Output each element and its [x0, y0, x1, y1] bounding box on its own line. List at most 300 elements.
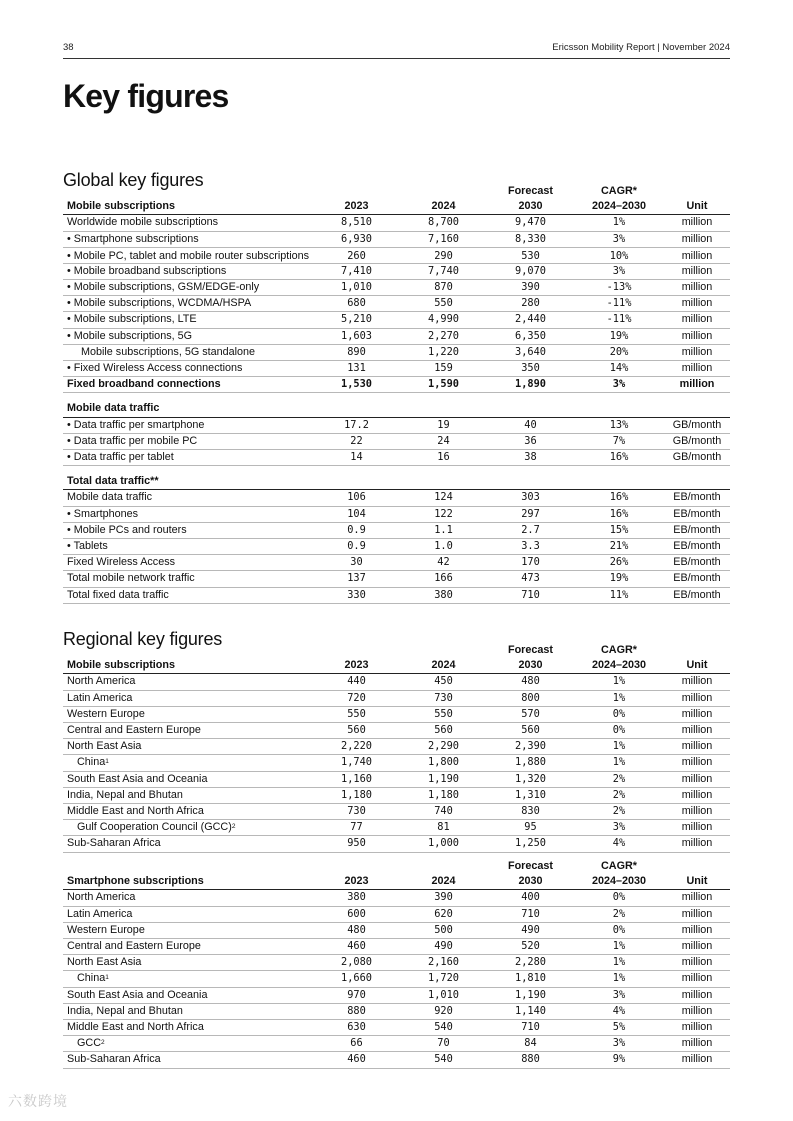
value-2024: 1,800	[400, 755, 487, 771]
value-cagr: 3%	[574, 1036, 664, 1052]
value-2024: 19	[400, 417, 487, 433]
value-2024: 1,220	[400, 344, 487, 360]
row-label	[63, 955, 313, 971]
global-subscriptions-body	[63, 215, 730, 393]
value-cagr: 20%	[574, 344, 664, 360]
value-2024: 70	[400, 1036, 487, 1052]
regional-smartphone-body	[63, 890, 730, 1068]
row-label	[63, 1052, 313, 1068]
row-label	[63, 674, 313, 690]
value-cagr: 10%	[574, 247, 664, 263]
value-unit: GB/month	[664, 433, 730, 449]
column-header-2024: 2024	[400, 643, 487, 674]
value-2030-forecast: 400	[487, 890, 574, 906]
regional-mobile-body	[63, 674, 730, 852]
value-cagr: 14%	[574, 361, 664, 377]
value-2024: 1.0	[400, 539, 487, 555]
row-label	[63, 296, 313, 312]
cagr-label: CAGR*	[601, 644, 637, 656]
row-label	[63, 723, 313, 739]
row-label	[63, 922, 313, 938]
value-2023: 680	[313, 296, 400, 312]
row-label-text: Western Europe	[67, 707, 145, 720]
row-label-text: China	[77, 972, 106, 985]
table-row	[63, 890, 730, 906]
value-cagr: 3%	[574, 263, 664, 279]
value-2030-forecast: 830	[487, 804, 574, 820]
table-row	[63, 1020, 730, 1036]
value-2024: 550	[400, 296, 487, 312]
value-2023: 1,603	[313, 328, 400, 344]
row-label	[63, 1036, 313, 1052]
footnote-marker: 2	[231, 823, 236, 831]
value-2030-forecast: 480	[487, 674, 574, 690]
value-2024: 740	[400, 804, 487, 820]
year-2030-label: 2030	[518, 659, 543, 672]
value-2024: 1,190	[400, 771, 487, 787]
value-cagr: -11%	[574, 312, 664, 328]
row-label-text: India, Nepal and Bhutan	[67, 788, 183, 801]
value-cagr: 1%	[574, 755, 664, 771]
row-label	[63, 328, 313, 344]
value-cagr: 1%	[574, 215, 664, 231]
value-2030-forecast: 36	[487, 433, 574, 449]
value-2023: 480	[313, 922, 400, 938]
value-unit: million	[664, 771, 730, 787]
cagr-period-label: 2024–2030	[591, 200, 647, 213]
table-row	[63, 906, 730, 922]
footnote-marker: 1	[105, 758, 109, 766]
value-2030-forecast: 530	[487, 247, 574, 263]
row-label-text: Western Europe	[67, 923, 145, 936]
row-label	[63, 555, 313, 571]
value-2024: 500	[400, 922, 487, 938]
value-2024: 124	[400, 490, 487, 506]
value-unit: million	[664, 296, 730, 312]
row-label-text: GCC	[77, 1037, 101, 1050]
value-cagr: 13%	[574, 417, 664, 433]
value-2024: 620	[400, 906, 487, 922]
value-2024: 540	[400, 1052, 487, 1068]
value-2030-forecast: 280	[487, 296, 574, 312]
row-label-text: • Mobile broadband subscriptions	[67, 264, 227, 277]
value-2023: 66	[313, 1036, 400, 1052]
value-2023: 550	[313, 706, 400, 722]
value-cagr: 19%	[574, 328, 664, 344]
value-2030-forecast: 84	[487, 1036, 574, 1052]
row-label	[63, 690, 313, 706]
row-label	[63, 804, 313, 820]
row-label	[63, 571, 313, 587]
value-unit: million	[664, 804, 730, 820]
mobile-data-traffic-heading: Mobile data traffic	[63, 393, 730, 417]
value-2030-forecast: 9,470	[487, 215, 574, 231]
global-section-title: Global key figures	[63, 170, 204, 190]
value-unit: million	[664, 263, 730, 279]
value-2030-forecast: 1,320	[487, 771, 574, 787]
value-unit: million	[664, 690, 730, 706]
value-cagr: 2%	[574, 804, 664, 820]
value-cagr: 16%	[574, 490, 664, 506]
value-2030-forecast: 570	[487, 706, 574, 722]
value-unit: EB/month	[664, 571, 730, 587]
row-label	[63, 987, 313, 1003]
value-2023: 2,220	[313, 739, 400, 755]
row-label-text: India, Nepal and Bhutan	[67, 1004, 183, 1017]
value-2030-forecast: 710	[487, 906, 574, 922]
row-label	[63, 1020, 313, 1036]
row-label-text: Mobile data traffic	[67, 491, 153, 504]
value-2024: 7,160	[400, 231, 487, 247]
value-2030-forecast: 9,070	[487, 263, 574, 279]
value-unit: million	[664, 955, 730, 971]
row-label	[63, 771, 313, 787]
cagr-label: CAGR*	[601, 185, 637, 197]
row-label-text: North East Asia	[67, 956, 142, 969]
row-label	[63, 787, 313, 803]
row-label-text: Sub-Saharan Africa	[67, 837, 161, 850]
value-2023: 7,410	[313, 263, 400, 279]
row-label	[63, 522, 313, 538]
table-row	[63, 490, 730, 506]
value-2030-forecast: 490	[487, 922, 574, 938]
value-unit: EB/month	[664, 506, 730, 522]
value-2023: 950	[313, 836, 400, 852]
row-label-text: Latin America	[67, 907, 133, 920]
column-header-2030	[487, 643, 574, 674]
value-2024: 390	[400, 890, 487, 906]
value-cagr: 3%	[574, 377, 664, 393]
value-unit: million	[664, 939, 730, 955]
value-2023: 330	[313, 587, 400, 603]
value-2024: 24	[400, 433, 487, 449]
value-cagr: 0%	[574, 723, 664, 739]
table-row	[63, 820, 730, 836]
row-label	[63, 971, 313, 987]
value-cagr: -13%	[574, 280, 664, 296]
row-label-text: Central and Eastern Europe	[67, 724, 201, 737]
column-header-label: Smartphone subscriptions	[63, 859, 313, 890]
table-row	[63, 215, 730, 231]
value-2030-forecast: 3,640	[487, 344, 574, 360]
value-2023: 380	[313, 890, 400, 906]
row-label	[63, 755, 313, 771]
value-2023: 720	[313, 690, 400, 706]
value-2024: 1,720	[400, 971, 487, 987]
row-label	[63, 263, 313, 279]
value-unit: million	[664, 1020, 730, 1036]
row-label-text: • Mobile subscriptions, GSM/EDGE-only	[67, 281, 260, 294]
value-2030-forecast: 38	[487, 450, 574, 466]
row-label	[63, 539, 313, 555]
column-header-unit: Unit	[664, 859, 730, 890]
value-2023: 104	[313, 506, 400, 522]
row-label-text: North America	[67, 675, 136, 688]
row-label-text: • Fixed Wireless Access connections	[67, 362, 243, 375]
table-row	[63, 674, 730, 690]
value-2030-forecast: 350	[487, 361, 574, 377]
value-unit: million	[664, 280, 730, 296]
value-2024: 290	[400, 247, 487, 263]
table-row	[63, 787, 730, 803]
year-2030-label: 2030	[518, 875, 543, 888]
row-label	[63, 377, 313, 393]
row-label	[63, 506, 313, 522]
value-2030-forecast: 170	[487, 555, 574, 571]
column-header-cagr	[574, 859, 664, 890]
value-unit: million	[664, 328, 730, 344]
value-2023: 440	[313, 674, 400, 690]
table-row	[63, 344, 730, 360]
value-cagr: 4%	[574, 836, 664, 852]
value-2023: 460	[313, 939, 400, 955]
column-header-2030	[487, 184, 574, 215]
column-header-2024: 2024	[400, 184, 487, 215]
table-row	[63, 361, 730, 377]
value-2024: 560	[400, 723, 487, 739]
value-cagr: -11%	[574, 296, 664, 312]
table-row	[63, 755, 730, 771]
table-row	[63, 939, 730, 955]
table-row	[63, 539, 730, 555]
table-row	[63, 506, 730, 522]
value-cagr: 19%	[574, 571, 664, 587]
column-header-label: Mobile subscriptions	[63, 643, 313, 674]
value-cagr: 1%	[574, 674, 664, 690]
value-2024: 2,290	[400, 739, 487, 755]
value-unit: million	[664, 361, 730, 377]
value-2030-forecast: 40	[487, 417, 574, 433]
value-cagr: 3%	[574, 231, 664, 247]
value-2024: 550	[400, 706, 487, 722]
column-header-cagr	[574, 184, 664, 215]
row-label	[63, 1003, 313, 1019]
table-row	[63, 955, 730, 971]
value-2023: 0.9	[313, 522, 400, 538]
row-label	[63, 361, 313, 377]
column-header-unit: Unit	[664, 184, 730, 215]
row-label	[63, 450, 313, 466]
row-label-text: • Mobile subscriptions, WCDMA/HSPA	[67, 297, 252, 310]
row-label	[63, 820, 313, 836]
table-row	[63, 1003, 730, 1019]
value-cagr: 21%	[574, 539, 664, 555]
value-unit: million	[664, 755, 730, 771]
value-unit: million	[664, 344, 730, 360]
row-label-text: Central and Eastern Europe	[67, 940, 201, 953]
row-label-text: • Tablets	[67, 540, 108, 553]
value-2024: 1,180	[400, 787, 487, 803]
value-unit: EB/month	[664, 539, 730, 555]
table-row	[63, 836, 730, 852]
table-row	[63, 723, 730, 739]
value-unit: million	[664, 312, 730, 328]
publication-title: Ericsson Mobility Report | November 2024	[552, 42, 730, 53]
value-2023: 106	[313, 490, 400, 506]
value-cagr: 15%	[574, 522, 664, 538]
value-2023: 560	[313, 723, 400, 739]
table-row	[63, 247, 730, 263]
value-unit: million	[664, 723, 730, 739]
value-2024: 1,000	[400, 836, 487, 852]
value-cagr: 2%	[574, 787, 664, 803]
value-2023: 131	[313, 361, 400, 377]
global-total-traffic-body	[63, 490, 730, 603]
row-label	[63, 490, 313, 506]
value-unit: million	[664, 231, 730, 247]
value-2023: 17.2	[313, 417, 400, 433]
row-label-text: • Mobile PCs and routers	[67, 523, 187, 536]
table-row	[63, 690, 730, 706]
row-label-text: North East Asia	[67, 740, 142, 753]
row-label-text: Middle East and North Africa	[67, 805, 204, 818]
footnote-marker: 2	[101, 1039, 105, 1047]
table-row	[63, 706, 730, 722]
row-label-text: • Data traffic per tablet	[67, 451, 174, 464]
value-2030-forecast: 8,330	[487, 231, 574, 247]
table-row	[63, 280, 730, 296]
value-2024: 159	[400, 361, 487, 377]
column-header-2024: 2024	[400, 859, 487, 890]
row-label	[63, 706, 313, 722]
value-unit: GB/month	[664, 417, 730, 433]
table-row	[63, 587, 730, 603]
row-label-text: South East Asia and Oceania	[67, 988, 208, 1001]
value-2024: 42	[400, 555, 487, 571]
value-2024: 870	[400, 280, 487, 296]
value-2024: 540	[400, 1020, 487, 1036]
table-row	[63, 328, 730, 344]
value-cagr: 16%	[574, 450, 664, 466]
value-2024: 81	[400, 820, 487, 836]
row-label	[63, 417, 313, 433]
value-unit: million	[664, 836, 730, 852]
table-row	[63, 296, 730, 312]
row-label-text: China	[77, 756, 106, 769]
value-2023: 880	[313, 1003, 400, 1019]
value-2023: 5,210	[313, 312, 400, 328]
value-cagr: 0%	[574, 706, 664, 722]
table-row	[63, 804, 730, 820]
value-2030-forecast: 2,390	[487, 739, 574, 755]
table-row	[63, 433, 730, 449]
value-2030-forecast: 880	[487, 1052, 574, 1068]
table-row	[63, 1052, 730, 1068]
value-2030-forecast: 95	[487, 820, 574, 836]
value-2030-forecast: 800	[487, 690, 574, 706]
value-unit: million	[664, 906, 730, 922]
regional-section-title: Regional key figures	[63, 629, 223, 649]
value-cagr: 0%	[574, 890, 664, 906]
value-cagr: 1%	[574, 955, 664, 971]
row-label-text: • Smartphones	[67, 507, 138, 520]
watermark: 六数跨境	[8, 1093, 68, 1109]
value-2030-forecast: 303	[487, 490, 574, 506]
row-label-text: South East Asia and Oceania	[67, 772, 208, 785]
table-row	[63, 971, 730, 987]
value-2030-forecast: 3.3	[487, 539, 574, 555]
value-cagr: 9%	[574, 1052, 664, 1068]
total-data-traffic-heading: Total data traffic**	[63, 466, 730, 490]
value-2023: 2,080	[313, 955, 400, 971]
column-header-label: Mobile subscriptions	[63, 184, 313, 215]
value-2023: 890	[313, 344, 400, 360]
value-2024: 122	[400, 506, 487, 522]
row-label-text: Total mobile network traffic	[67, 572, 195, 585]
value-cagr: 5%	[574, 1020, 664, 1036]
value-2030-forecast: 473	[487, 571, 574, 587]
value-cagr: 1%	[574, 739, 664, 755]
column-header-2030	[487, 859, 574, 890]
table-row	[63, 922, 730, 938]
column-header-2023: 2023	[313, 643, 400, 674]
value-unit: million	[664, 377, 730, 393]
value-2024: 920	[400, 1003, 487, 1019]
row-label-text: Sub-Saharan Africa	[67, 1053, 161, 1066]
value-2023: 970	[313, 987, 400, 1003]
forecast-label: Forecast	[507, 644, 553, 656]
value-unit: million	[664, 1036, 730, 1052]
row-label	[63, 433, 313, 449]
column-header-2023: 2023	[313, 184, 400, 215]
row-label	[63, 231, 313, 247]
row-label	[63, 312, 313, 328]
value-unit: million	[664, 215, 730, 231]
value-unit: million	[664, 787, 730, 803]
column-header-unit: Unit	[664, 643, 730, 674]
row-label-text: • Mobile subscriptions, LTE	[67, 313, 197, 326]
row-label-text: Latin America	[67, 691, 133, 704]
table-row	[63, 450, 730, 466]
forecast-label: Forecast	[507, 185, 553, 197]
row-label-text: • Mobile subscriptions, 5G	[67, 329, 192, 342]
table-row	[63, 231, 730, 247]
value-cagr: 4%	[574, 1003, 664, 1019]
value-2023: 260	[313, 247, 400, 263]
value-unit: million	[664, 820, 730, 836]
value-2023: 77	[313, 820, 400, 836]
value-2024: 166	[400, 571, 487, 587]
value-2024: 4,990	[400, 312, 487, 328]
value-2024: 1.1	[400, 522, 487, 538]
value-cagr: 1%	[574, 971, 664, 987]
row-label-text: • Smartphone subscriptions	[67, 232, 199, 245]
row-label-text: • Data traffic per mobile PC	[67, 434, 198, 447]
value-2030-forecast: 1,890	[487, 377, 574, 393]
value-2024: 8,700	[400, 215, 487, 231]
value-2023: 1,160	[313, 771, 400, 787]
row-label	[63, 247, 313, 263]
value-unit: million	[664, 706, 730, 722]
row-label-text: Fixed broadband connections	[67, 378, 221, 391]
value-2023: 137	[313, 571, 400, 587]
value-2030-forecast: 2,440	[487, 312, 574, 328]
value-2024: 1,010	[400, 987, 487, 1003]
value-2023: 0.9	[313, 539, 400, 555]
cagr-period-label: 2024–2030	[591, 875, 647, 888]
value-2023: 30	[313, 555, 400, 571]
value-unit: million	[664, 890, 730, 906]
value-cagr: 7%	[574, 433, 664, 449]
value-2024: 380	[400, 587, 487, 603]
value-cagr: 3%	[574, 820, 664, 836]
value-unit: million	[664, 1003, 730, 1019]
value-cagr: 1%	[574, 690, 664, 706]
value-unit: million	[664, 247, 730, 263]
value-2030-forecast: 2,280	[487, 955, 574, 971]
table-row	[63, 1036, 730, 1052]
value-2024: 490	[400, 939, 487, 955]
